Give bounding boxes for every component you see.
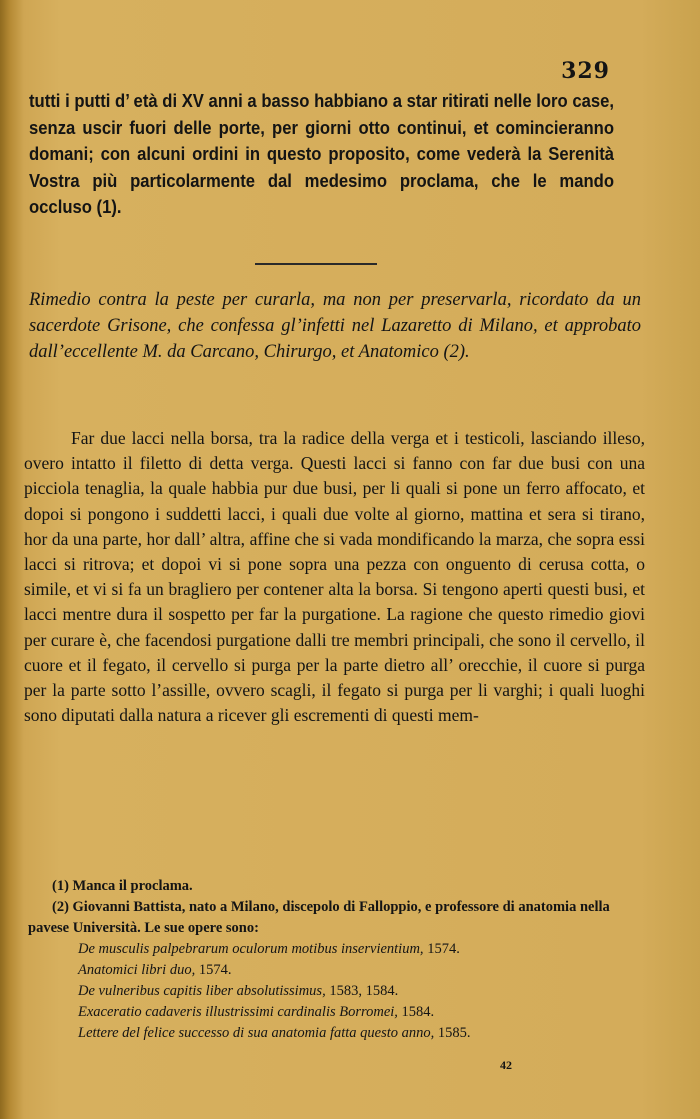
work-title: De musculis palpebrarum oculorum motibus inservientium, <box>78 941 424 957</box>
footnote-2: (2) Giovanni Battista, nato a Milano, discepolo di Falloppio, e professore di anatomia nella pavese Università. Le sue opere sono: <box>28 899 610 936</box>
work-year: 1583, 1584. <box>329 983 399 999</box>
signature-mark: 42 <box>500 1058 512 1072</box>
work-year: 1574. <box>427 941 460 957</box>
work-year: 1574. <box>198 962 232 978</box>
work-item <box>28 1023 628 1044</box>
work-title: Lettere del felice successo di sua anatomia fatta questo anno, <box>78 1025 435 1041</box>
work-title: De vulneribus capitis liber absolutissimus, <box>78 983 326 999</box>
main-paragraph: Far due lacci nella borsa, tra la radice della verga et i testicoli, lasciando illeso, overo intatto il filetto di detta verga. Questi lacci si fanno con far due busi con una picciola tenaglia, la quale habbia pur due busi, per li quali si pone un ferro affocato, et dopoi si pongono i suddetti lacci, i quali due volte al giorno, mattina et sera si tirano, hor da una parte, hor dall’ altra, affine che si vada mondificando la marza, che sopra essi lacci si ritrova; et dopoi vi si pone sopra una pezza con onguento di cerusa cotta, o simile, et vi si fa un bragliero per contener alta la borsa. Si tengono aperti questi busi, et lacci mentre dura il sospetto per far la purgatione. La ragione che questo rimedio giovi per curare è, che facendosi purgatione dalli tre membri principali, che sono il cervello, il cuore et il fegato, il cervello si purga per la parte dietro all’ orecchie, il cuore si purga per la parte sotto l’assille, ovvero scagli, il fegato si purga per li varghi; i quali luoghi sono diputati dalla natura a ricever gli escrementi di questi mem- <box>24 428 645 726</box>
footnote-1: (1) Manca il proclama. <box>52 878 193 894</box>
page-number: 329 <box>561 58 610 84</box>
work-item <box>28 960 628 981</box>
section-divider <box>255 263 377 265</box>
top-paragraph: tutti i putti d’ età di XV anni a basso habbiano a star ritirati nelle loro case, senza uscir fuori delle porte, per giorni otto continui, et comincieranno domani; con alcuni ordini in questo proposito, come vederà la Serenità Vostra più particolarmente dal medesimo proclama, che le mando occluso (1). <box>29 90 614 217</box>
work-title: Exaceratio cadaveris illustrissimi cardinalis Borromei, <box>78 1004 398 1020</box>
footnotes <box>28 876 628 1044</box>
work-item <box>28 981 628 1002</box>
work-year: 1585. <box>437 1025 471 1041</box>
remedy-title: Rimedio contra la peste per curarla, ma non per preservarla, ricordato da un sacerdote Grisone, che confessa gl’infetti nel Lazaretto di Milano, et approbato dall’eccellente M. da Carcano, Chirurgo, et Anatomico (2). <box>29 290 641 362</box>
work-item <box>28 1002 628 1023</box>
work-item <box>28 939 628 960</box>
work-title: Anatomici libri duo, <box>78 962 196 978</box>
work-year: 1584. <box>401 1004 435 1020</box>
